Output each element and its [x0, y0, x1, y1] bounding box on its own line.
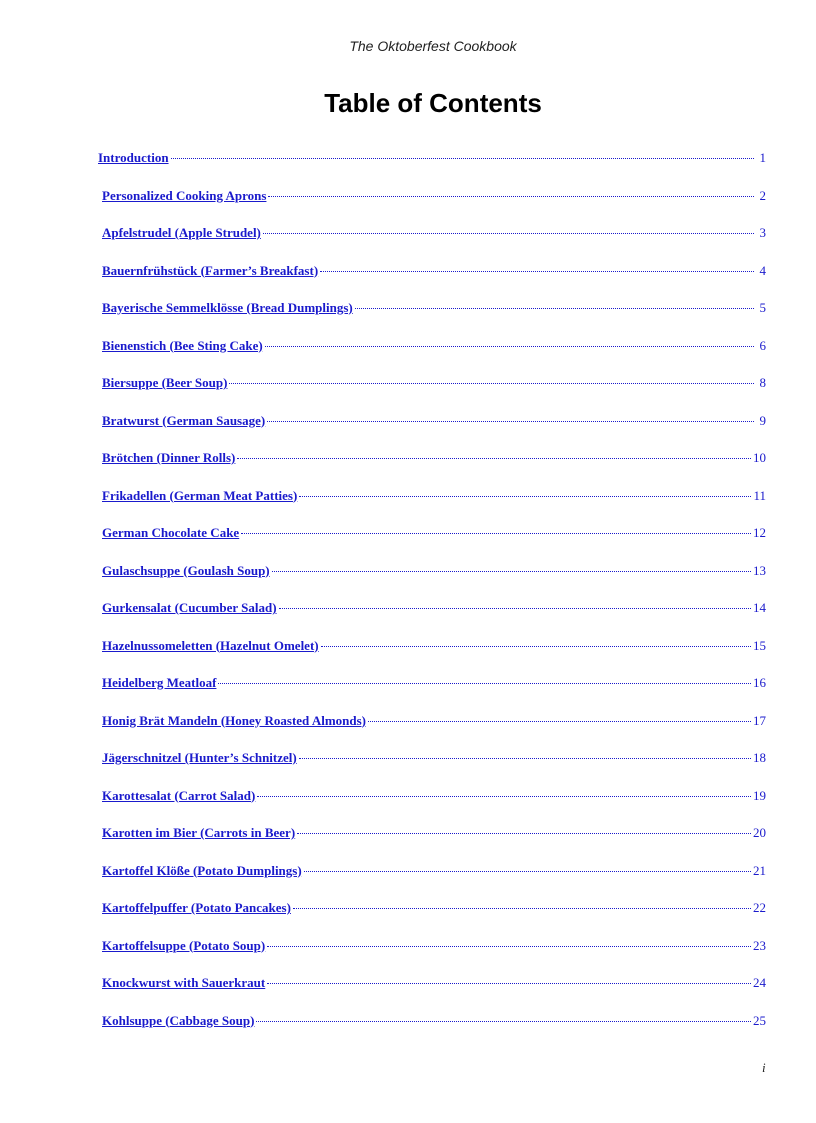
dot-leader	[257, 796, 751, 797]
toc-entry[interactable]	[98, 563, 766, 601]
toc-entry[interactable]	[98, 900, 766, 938]
dot-leader	[355, 308, 754, 309]
toc-entry-link[interactable]: Brötchen (Dinner Rolls)	[102, 450, 236, 465]
toc-entry-link[interactable]: Karotten im Bier (Carrots in Beer)	[102, 825, 296, 840]
toc-page-number[interactable]: 13	[753, 562, 766, 578]
toc-entry-link[interactable]: Knockwurst with Sauerkraut	[102, 975, 266, 990]
toc-entry[interactable]	[98, 150, 766, 188]
dot-leader	[263, 233, 754, 234]
dot-leader	[237, 458, 751, 459]
toc-entry[interactable]	[98, 750, 766, 788]
toc-page-number[interactable]: 25	[753, 1012, 766, 1028]
toc-entry-link[interactable]: Bratwurst (German Sausage)	[102, 412, 266, 428]
toc-entry-link[interactable]: Frikadellen (German Meat Patties)	[102, 487, 298, 503]
toc-entry[interactable]	[98, 938, 766, 976]
toc-entry-link[interactable]: Gurkensalat (Cucumber Salad)	[102, 600, 277, 615]
toc-entry[interactable]	[98, 263, 766, 301]
toc-entry-link[interactable]: Hazelnussomeletten (Hazelnut Omelet)	[102, 637, 319, 653]
dot-leader	[368, 721, 751, 722]
dot-leader	[268, 196, 754, 197]
toc-entry-link[interactable]: Karottesalat (Carrot Salad)	[102, 787, 256, 803]
toc-page-number[interactable]: 22	[753, 900, 766, 915]
toc-entry[interactable]	[98, 675, 766, 713]
toc-entry[interactable]	[98, 788, 766, 826]
dot-leader	[304, 871, 751, 872]
toc-page-number[interactable]: 9	[759, 412, 766, 428]
running-header: The Oktoberfest Cookbook	[349, 38, 517, 54]
toc-entry[interactable]	[98, 225, 766, 263]
toc-page-number[interactable]: 2	[759, 187, 766, 203]
toc-entry[interactable]	[98, 825, 766, 863]
toc-page-number[interactable]: 16	[753, 675, 766, 690]
toc-page-number[interactable]: 5	[759, 300, 766, 315]
dot-leader	[297, 833, 751, 834]
toc-entry[interactable]	[98, 188, 766, 226]
toc-page-number[interactable]: 23	[753, 937, 766, 953]
dot-leader	[299, 758, 751, 759]
toc-entry-link[interactable]: Bayerische Semmelklösse (Bread Dumplings)	[102, 300, 353, 315]
page-number-footer: i	[762, 1060, 766, 1075]
toc-entry-link[interactable]: Kartoffelpuffer (Potato Pancakes)	[102, 900, 291, 915]
toc-entry[interactable]	[98, 375, 766, 413]
toc-entry[interactable]	[98, 975, 766, 1013]
toc-entry-link[interactable]: Apfelstrudel (Apple Strudel)	[102, 225, 261, 240]
toc-list	[98, 150, 766, 1050]
toc-page-number[interactable]: 3	[759, 225, 766, 240]
toc-page-number[interactable]: 10	[753, 450, 766, 465]
dot-leader	[299, 496, 751, 497]
toc-entry-link[interactable]: Bienenstich (Bee Sting Cake)	[102, 337, 263, 353]
toc-page-number[interactable]: 4	[759, 262, 766, 278]
toc-page-number[interactable]: 12	[753, 525, 766, 540]
toc-page-number[interactable]: 1	[759, 150, 766, 165]
toc-page-number[interactable]: 17	[753, 712, 766, 728]
toc-page-number[interactable]: 24	[753, 975, 766, 990]
toc-entry[interactable]	[98, 488, 766, 526]
toc-entry[interactable]	[98, 525, 766, 563]
toc-entry-link[interactable]: Kohlsuppe (Cabbage Soup)	[102, 1012, 255, 1028]
toc-page-number[interactable]: 14	[753, 600, 766, 615]
toc-entry[interactable]	[98, 1013, 766, 1051]
toc-entry-link[interactable]: Jägerschnitzel (Hunter’s Schnitzel)	[102, 750, 297, 765]
toc-entry[interactable]	[98, 638, 766, 676]
dot-leader	[256, 1021, 751, 1022]
dot-leader	[241, 533, 751, 534]
toc-page-number[interactable]: 21	[753, 862, 766, 878]
toc-entry-link[interactable]: Introduction	[98, 150, 169, 165]
toc-entry-link[interactable]: Kartoffel Klöße (Potato Dumplings)	[102, 862, 302, 878]
toc-page-number[interactable]: 20	[753, 825, 766, 840]
toc-entry-link[interactable]: Heidelberg Meatloaf	[102, 675, 217, 690]
toc-entry[interactable]	[98, 600, 766, 638]
toc-entry-link[interactable]: Kartoffelsuppe (Potato Soup)	[102, 937, 266, 953]
toc-entry[interactable]	[98, 300, 766, 338]
toc-page-number[interactable]: 18	[753, 750, 766, 765]
dot-leader	[279, 608, 751, 609]
dot-leader	[321, 646, 751, 647]
toc-entry[interactable]	[98, 450, 766, 488]
dot-leader	[320, 271, 754, 272]
dot-leader	[293, 908, 751, 909]
dot-leader	[218, 683, 751, 684]
toc-entry-link[interactable]: Honig Brät Mandeln (Honey Roasted Almonds)	[102, 712, 366, 728]
dot-leader	[265, 346, 754, 347]
toc-entry-link[interactable]: Gulaschsuppe (Goulash Soup)	[102, 562, 270, 578]
toc-title: Table of Contents	[324, 88, 542, 118]
toc-entry-link[interactable]: Personalized Cooking Aprons	[102, 187, 267, 203]
toc-page-number[interactable]: 6	[759, 337, 766, 353]
toc-entry[interactable]	[98, 863, 766, 901]
dot-leader	[272, 571, 751, 572]
toc-entry[interactable]	[98, 713, 766, 751]
dot-leader	[229, 383, 754, 384]
toc-entry[interactable]	[98, 338, 766, 376]
dot-leader	[267, 421, 754, 422]
toc-page-number[interactable]: 8	[759, 375, 766, 390]
toc-entry-link[interactable]: Bauernfrühstück (Farmer’s Breakfast)	[102, 262, 319, 278]
dot-leader	[267, 946, 751, 947]
toc-entry-link[interactable]: German Chocolate Cake	[102, 525, 240, 540]
toc-page-number[interactable]: 19	[753, 787, 766, 803]
toc-entry[interactable]	[98, 413, 766, 451]
dot-leader	[171, 158, 754, 159]
toc-page-number[interactable]: 15	[753, 637, 766, 653]
dot-leader	[267, 983, 751, 984]
toc-page-number[interactable]: 11	[753, 487, 766, 503]
toc-entry-link[interactable]: Biersuppe (Beer Soup)	[102, 375, 228, 390]
